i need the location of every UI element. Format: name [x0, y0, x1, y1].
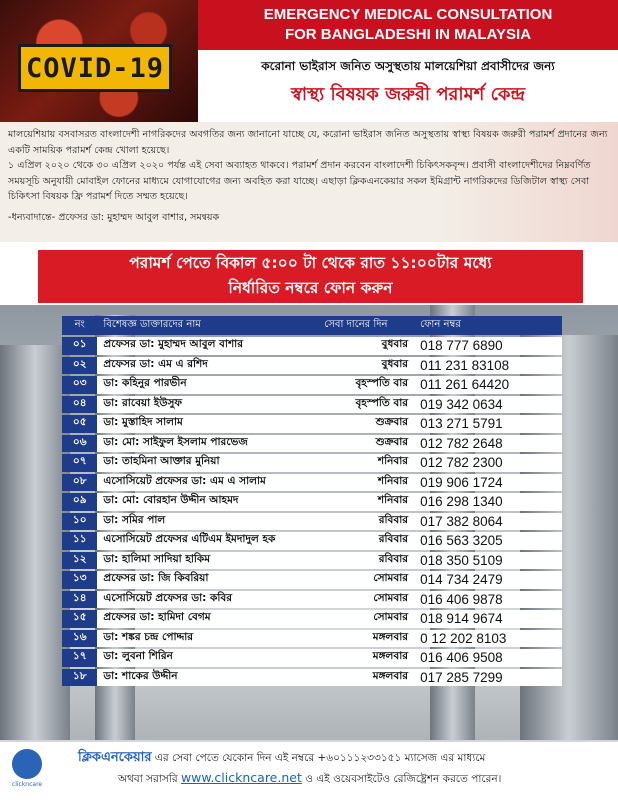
- footer-line-1: [78, 748, 618, 769]
- header-titles: [198, 0, 618, 122]
- title-banner: [198, 0, 618, 50]
- title-line-2: FOR BANGLADESHI IN MALAYSIA: [284, 26, 532, 43]
- row-day: শুক্রবার: [318, 435, 414, 453]
- table-row: [62, 591, 562, 609]
- row-day: রবিবার: [318, 552, 414, 570]
- header: [0, 0, 618, 122]
- row-phone: 016 563 3205: [414, 532, 562, 550]
- footer-line-2-pre: অথবা সরাসরি: [118, 773, 181, 785]
- table-row: [62, 649, 562, 667]
- title-line-1: EMERGENCY MEDICAL CONSULTATION: [263, 6, 553, 23]
- row-phone: 018 350 5109: [414, 552, 562, 570]
- row-doctor-name: প্রফেসর ডা: হামিদা বেগম: [97, 610, 318, 628]
- call-time-banner: [38, 250, 583, 303]
- website-link[interactable]: www.clickncare.net: [180, 770, 302, 785]
- intro-notice: [0, 122, 618, 242]
- row-doctor-name: ডা: শঙ্কর চন্দ্র পোদ্দার: [97, 630, 318, 648]
- footer-line-1-text: এর সেবা পেতে যেকোন দিন এই নম্বরে +৬০১১১২৩৩১৫১ ম্যাসেজ এর মাধ্যমে: [151, 752, 486, 764]
- row-doctor-name: ডা: কহিনুর পারভীন: [97, 376, 318, 394]
- row-doctor-name: প্রফেসর ডা: জি কিবরিয়া: [97, 571, 318, 589]
- table-row: [62, 396, 562, 414]
- footer-line-2: [118, 770, 618, 789]
- col-header-serial: নং: [62, 316, 97, 335]
- row-phone: 011 231 83108: [414, 357, 562, 375]
- table-row: [62, 552, 562, 570]
- table-row: [62, 357, 562, 375]
- row-doctor-name: ডা: সমির পাল: [97, 513, 318, 531]
- row-phone: 016 406 9878: [414, 591, 562, 609]
- doctor-table: [62, 314, 562, 688]
- row-day: মঙ্গলবার: [318, 649, 414, 667]
- row-day: শনিবার: [318, 493, 414, 511]
- row-serial: ১৫: [62, 610, 97, 628]
- table-row: [62, 513, 562, 531]
- row-day: বুধবার: [318, 337, 414, 355]
- logo-text: clickncare: [11, 781, 43, 788]
- row-day: বৃহস্পতি বার: [318, 376, 414, 394]
- table-row: [62, 337, 562, 355]
- call-time-line-2: নির্ধারিত নম্বরে ফোন করুন: [228, 279, 393, 297]
- row-phone: 011 261 64420: [414, 376, 562, 394]
- row-doctor-name: ডা: হালিমা সাদিয়া হাকিম: [97, 552, 318, 570]
- row-serial: ১৪: [62, 591, 97, 609]
- row-doctor-name: এসোসিয়েট প্রফেসর ডা: কবির: [97, 591, 318, 609]
- table-row: [62, 415, 562, 433]
- clickncare-logo: [6, 749, 48, 795]
- table-row: [62, 474, 562, 492]
- row-serial: ০১: [62, 337, 97, 355]
- row-doctor-name: এসোসিয়েট প্রফেসর এটিএম ইমদাদুল হক: [97, 532, 318, 550]
- virus-image: [0, 0, 198, 122]
- row-day: রবিবার: [318, 513, 414, 531]
- col-header-day: সেবা দানের দিন: [318, 316, 414, 335]
- row-phone: 012 782 2648: [414, 435, 562, 453]
- row-day: শনিবার: [318, 474, 414, 492]
- subtitle-line-2: স্বাস্থ্য বিষয়ক জরুরী পরামর্শ কেন্দ্র: [290, 84, 526, 105]
- row-phone: 019 342 0634: [414, 396, 562, 414]
- row-phone: 017 285 7299: [414, 669, 562, 687]
- row-doctor-name: এসোসিয়েট প্রফেসর ডা: এম এ সালাম: [97, 474, 318, 492]
- footer-line-2-post: ও এই ওয়েবসাইটেও রেজিষ্ট্রেশন করতে পারেন।: [301, 773, 502, 785]
- row-serial: ১৮: [62, 669, 97, 687]
- row-phone: 0 12 202 8103: [414, 630, 562, 648]
- row-serial: ১৭: [62, 649, 97, 667]
- table-row: [62, 669, 562, 687]
- col-header-phone: ফোন নম্বর: [414, 316, 562, 335]
- row-day: সোমবার: [318, 571, 414, 589]
- table-row: [62, 630, 562, 648]
- row-serial: ১৬: [62, 630, 97, 648]
- row-day: রবিবার: [318, 532, 414, 550]
- footer: [0, 740, 618, 807]
- covid-badge: COVID-19: [18, 44, 172, 92]
- row-serial: ০৫: [62, 415, 97, 433]
- row-phone: 018 914 9674: [414, 610, 562, 628]
- row-serial: ১১: [62, 532, 97, 550]
- intro-signature: -ধন্যবাদান্তে- প্রফেসর ডা: মুহাম্মদ আবুল বাশার, সমন্বয়ক: [8, 211, 220, 223]
- row-doctor-name: ডা: মো: বোরহান উদ্দীন আহমদ: [97, 493, 318, 511]
- row-day: শুক্রবার: [318, 415, 414, 433]
- row-doctor-name: প্রফেসর ডা: এম এ রশিদ: [97, 357, 318, 375]
- row-day: সোমবার: [318, 610, 414, 628]
- table-header-row: [62, 316, 562, 335]
- row-phone: 013 271 5791: [414, 415, 562, 433]
- row-day: শনিবার: [318, 454, 414, 472]
- row-day: বুধবার: [318, 357, 414, 375]
- row-serial: ০৬: [62, 435, 97, 453]
- row-doctor-name: ডা: তাহমিনা আক্তার মুনিয়া: [97, 454, 318, 472]
- building-shape: [0, 345, 70, 740]
- logo-icon: [12, 749, 42, 779]
- row-doctor-name: প্রফেসর ডা: মুহাম্মদ আবুল বাশার: [97, 337, 318, 355]
- col-header-name: বিশেষজ্ঞ ডাক্তারদের নাম: [97, 316, 318, 335]
- brand-name: ক্লিকএনকেয়ার: [78, 750, 152, 765]
- row-serial: ০২: [62, 357, 97, 375]
- row-day: বৃহস্পতি বার: [318, 396, 414, 414]
- table-row: [62, 571, 562, 589]
- row-doctor-name: ডা: শাকের উদ্দীন: [97, 669, 318, 687]
- row-phone: 016 406 9508: [414, 649, 562, 667]
- row-day: মঙ্গলবার: [318, 630, 414, 648]
- row-serial: ১২: [62, 552, 97, 570]
- row-phone: 016 298 1340: [414, 493, 562, 511]
- doctor-table-wrap: [62, 314, 562, 688]
- row-doctor-name: ডা: মো: সাইফুল ইসলাম পারভেজ: [97, 435, 318, 453]
- row-doctor-name: ডা: মুস্তাহিদ সালাম: [97, 415, 318, 433]
- row-phone: 012 782 2300: [414, 454, 562, 472]
- row-doctor-name: ডা: রাবেয়া ইউসুফ: [97, 396, 318, 414]
- table-row: [62, 493, 562, 511]
- row-serial: ০৮: [62, 474, 97, 492]
- row-serial: ০৯: [62, 493, 97, 511]
- subtitle-line-1: করোনা ভাইরাস জনিত অসুস্থতায় মালয়েশিয়া প্রবাসীদের জন্য: [261, 59, 555, 73]
- intro-paragraph-1: মালয়েশিয়ায় বসবাসরত বাংলাদেশী নাগরিকদের অবগতির জন্য জানানো যাচ্ছে যে, করোনা ভাইরাস জনিত অসুস্থতায় স্বাস্থ্য বিষয়ক জরুরী পরামর্শ প্রদানের জন্য একটি সাময়িক পরামর্শ কেন্দ্র খোলা হয়েছে।: [8, 129, 608, 156]
- row-serial: ১০: [62, 513, 97, 531]
- row-doctor-name: ডা: লুবনা শিরিন: [97, 649, 318, 667]
- call-time-line-1: পরামর্শ পেতে বিকাল ৫:০০ টা থেকে রাত ১১:০০টার মধ্যে: [129, 254, 492, 272]
- row-phone: 019 906 1724: [414, 474, 562, 492]
- row-serial: ০৪: [62, 396, 97, 414]
- row-phone: 014 734 2479: [414, 571, 562, 589]
- row-serial: ১৩: [62, 571, 97, 589]
- row-serial: ০৭: [62, 454, 97, 472]
- row-day: মঙ্গলবার: [318, 669, 414, 687]
- table-row: [62, 532, 562, 550]
- row-phone: 017 382 8064: [414, 513, 562, 531]
- row-phone: 018 777 6890: [414, 337, 562, 355]
- table-row: [62, 435, 562, 453]
- intro-paragraph-2: ১ এপ্রিল ২০২০ থেকে ৩০ এপ্রিল ২০২০ পর্যন্ত এই সেবা অব্যাহত থাকবে। পরামর্শ প্রদান করবেন বাংলাদেশী চিকিৎসকবৃন্দ। প্রবাসী বাংলাদেশীদের নিম্নবর্ণিত সময়সূচি অনুযায়ী মোবাইল ফোনের মাধ্যমে যোগাযোগের জন্য অবহিত করা যাচ্ছে। এছাড়া ক্লিকএনকেয়ার সকল ইমিগ্রান্ট নাগরিকদের ডিজিটাল স্বাস্থ্য সেবা চিকিৎসা বিষয়ক ফ্রি পরামর্শ দিতে সম্মত হয়েছে।: [8, 160, 591, 202]
- row-serial: ০৩: [62, 376, 97, 394]
- table-row: [62, 454, 562, 472]
- table-row: [62, 376, 562, 394]
- row-day: সোমবার: [318, 591, 414, 609]
- table-row: [62, 610, 562, 628]
